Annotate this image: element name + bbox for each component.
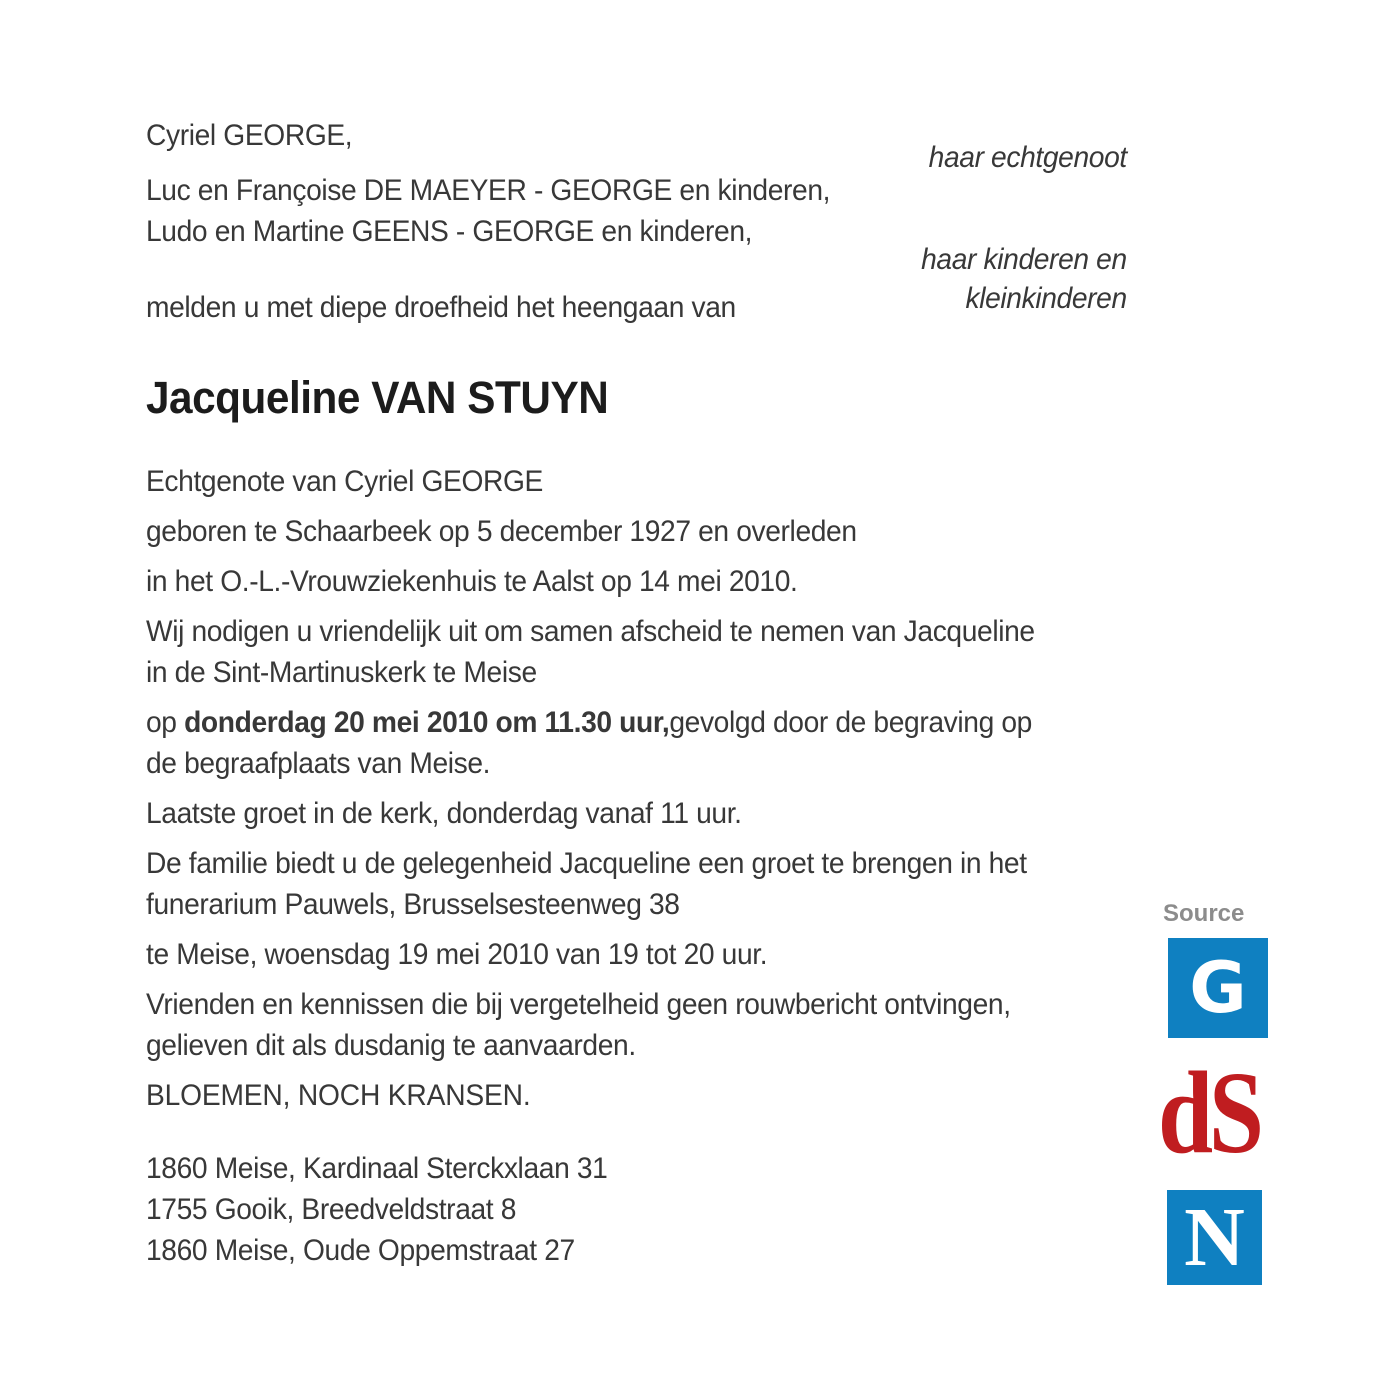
text-line xyxy=(146,702,1124,743)
text-line: in het O.-L.-Vrouwziekenhuis te Aalst op 14 mei 2010. xyxy=(146,565,798,598)
children-role-line: haar kinderen en xyxy=(921,243,1127,276)
paragraph-apology xyxy=(146,984,1124,1066)
newspaper-logo-g-icon[interactable] xyxy=(1168,938,1268,1038)
obituary-body xyxy=(146,461,1124,1271)
husband-name-line: Cyriel GEORGE, xyxy=(146,119,353,152)
paragraph-last-greeting xyxy=(146,793,1124,834)
address-line: 1860 Meise, Oude Oppemstraat 27 xyxy=(146,1234,575,1267)
children-name-lines xyxy=(146,170,830,252)
text-line: in de Sint-Martinuskerk te Meise xyxy=(146,656,537,689)
logo-n-letter: N xyxy=(1184,1191,1245,1284)
newspaper-logo-ds-icon[interactable]: dS xyxy=(1158,1047,1260,1178)
text-line: gelieven dit als dusdanig te aanvaarden. xyxy=(146,1029,636,1062)
paragraph-birth xyxy=(146,511,1124,552)
newspaper-logo-n-icon[interactable] xyxy=(1167,1190,1262,1285)
children-role-label xyxy=(921,240,1127,318)
paragraph-spouse xyxy=(146,461,1124,502)
text-line: De familie biedt u de gelegenheid Jacqueline een groet te brengen in het xyxy=(146,847,1027,880)
paragraph-no-flowers xyxy=(146,1075,1124,1116)
text-line: geboren te Schaarbeek op 5 december 1927 en overleden xyxy=(146,515,857,548)
children-name-line: Ludo en Martine GEENS - GEORGE en kinderen, xyxy=(146,215,753,248)
text-line: BLOEMEN, NOCH KRANSEN. xyxy=(146,1079,531,1112)
funeral-after-bold: gevolgd door de begraving op xyxy=(669,706,1032,739)
children-role-line: kleinkinderen xyxy=(965,282,1127,315)
funeral-datetime-bold: donderdag 20 mei 2010 om 11.30 uur, xyxy=(184,706,670,739)
paragraph-funerarium xyxy=(146,843,1124,925)
paragraph-death xyxy=(146,561,1124,602)
text-line: de begraafplaats van Meise. xyxy=(146,747,491,780)
logo-g-letter: G xyxy=(1189,947,1247,1029)
address-line: 1860 Meise, Kardinaal Sterckxlaan 31 xyxy=(146,1152,608,1185)
text-line: funerarium Pauwels, Brusselsesteenweg 38 xyxy=(146,888,680,921)
text-line: te Meise, woensdag 19 mei 2010 van 19 tot 20 uur. xyxy=(146,938,768,971)
paragraph-funeral-service xyxy=(146,702,1124,784)
paragraph-invitation xyxy=(146,611,1124,693)
address-line: 1755 Gooik, Breedveldstraat 8 xyxy=(146,1193,517,1226)
text-line: Wij nodigen u vriendelijk uit om samen afscheid te nemen van Jacqueline xyxy=(146,615,1035,648)
text-line: Echtgenote van Cyriel GEORGE xyxy=(146,465,543,498)
paragraph-visiting-hours xyxy=(146,934,1124,975)
husband-role-label: haar echtgenoot xyxy=(928,141,1127,174)
announcement-line: melden u met diepe droefheid het heengaan van xyxy=(146,291,736,324)
family-addresses xyxy=(146,1148,1124,1271)
funeral-prefix: op xyxy=(146,706,185,739)
text-line: Laatste groet in de kerk, donderdag vanaf 11 uur. xyxy=(146,797,742,830)
deceased-name-title: Jacqueline VAN STUYN xyxy=(146,372,609,423)
text-line: Vrienden en kennissen die bij vergetelheid geen rouwbericht ontvingen, xyxy=(146,988,1011,1021)
children-name-line: Luc en Françoise DE MAEYER - GEORGE en kinderen, xyxy=(146,174,831,207)
source-label: Source xyxy=(1163,900,1245,927)
